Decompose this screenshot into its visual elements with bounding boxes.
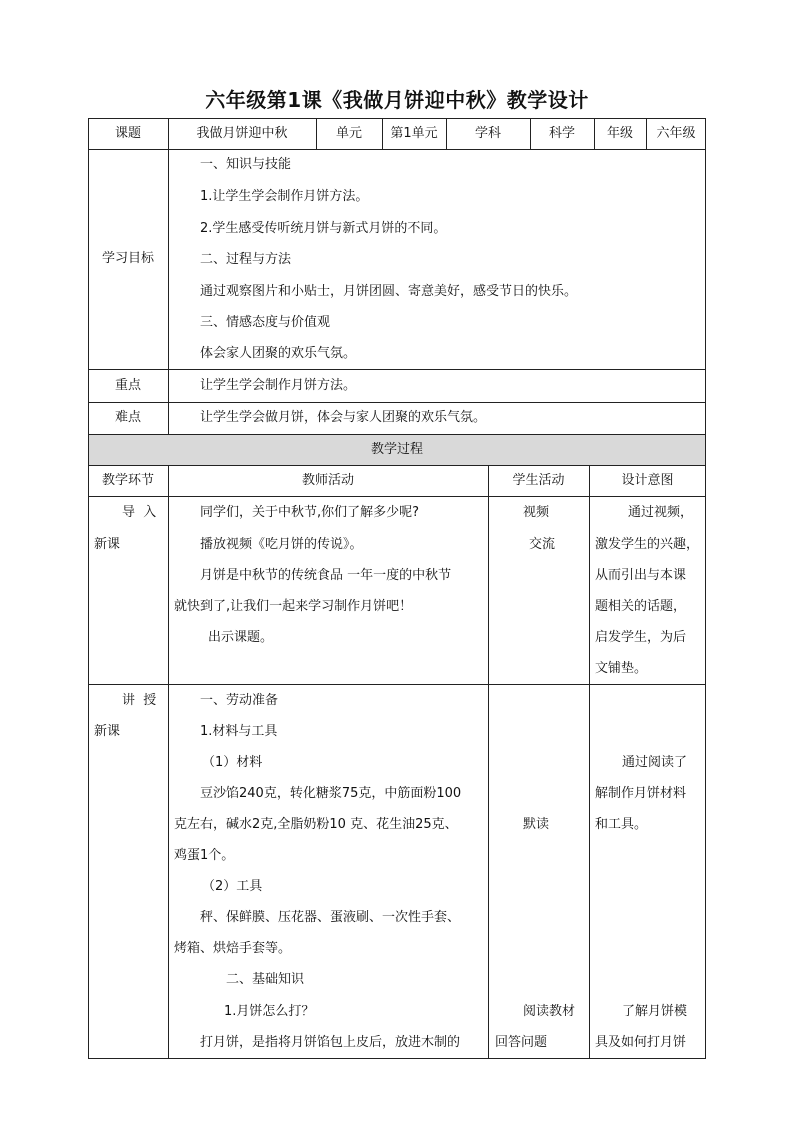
subject-value: 科学 (548, 125, 575, 141)
intro-teacher-line: 就快到了,让我们一起来学习制作月饼吧！ (174, 599, 413, 614)
process-header: 教学过程 (370, 441, 423, 457)
course-label: 课题 (114, 125, 141, 141)
lecture-intent-line: 通过阅读了 (622, 755, 688, 770)
intro-teacher-line: 月饼是中秋节的传统食品 一年一度的中秋节 (200, 568, 452, 583)
document-title: 六年级第1课《我做月饼迎中秋》教学设计 (205, 88, 589, 112)
col-line (168, 465, 169, 1059)
lecture-stage: 讲 授 (122, 693, 157, 708)
intro-teacher-line: 播放视频《吃月饼的传说》。 (200, 537, 363, 552)
col-line (168, 118, 169, 434)
difficulty-value: 让学生学会做月饼，体会与家人团聚的欢乐气氛。 (200, 410, 487, 425)
intro-intent-line: 文铺垫。 (595, 661, 648, 676)
col-line (589, 465, 590, 1059)
objective-line: 2.学生感受传听统月饼与新式月饼的不同。 (200, 221, 447, 236)
lecture-teacher-line: 1.月饼怎么打？ (224, 1004, 315, 1019)
lecture-stage: 新课 (94, 724, 121, 739)
objective-line: 1.让学生学会制作月饼方法。 (200, 189, 369, 204)
row-line (88, 369, 706, 370)
intro-intent-line: 题相关的话题， (595, 599, 687, 614)
intro-stage: 导 入 (122, 505, 157, 520)
lesson-plan-table (88, 118, 706, 1059)
lecture-teacher-line: 鸡蛋1个。 (174, 848, 235, 863)
row-line (88, 402, 706, 403)
intro-intent-line: 通过视频， (628, 505, 694, 520)
lecture-teacher-line: （1）材料 (202, 755, 263, 770)
difficulty-label: 难点 (114, 410, 141, 425)
objectives-label: 学习目标 (101, 251, 154, 266)
unit-value: 第1单元 (390, 125, 438, 141)
intro-teacher-line: 出示课题。 (208, 630, 274, 645)
lecture-intent-line: 解制作月饼材料 (595, 786, 687, 801)
row-line (88, 1058, 706, 1059)
lecture-teacher-line: 克左右，碱水2克,全脂奶粉10 克、花生油25克、 (174, 817, 458, 832)
col-line (705, 118, 706, 1059)
lecture-student-line: 默读 (523, 817, 550, 832)
objective-line: 通过观察图片和小贴士，月饼团圆、寄意美好，感受节日的快乐。 (200, 284, 578, 299)
lecture-teacher-line: 1.材料与工具 (200, 724, 278, 739)
intro-student-line: 视频 (523, 505, 550, 520)
lecture-teacher-line: 秤、保鲜膜、压花器、蛋液刷、一次性手套、 (200, 910, 461, 925)
objective-line: 体会家人团聚的欢乐气氛。 (200, 346, 357, 361)
course-value: 我做月饼迎中秋 (196, 125, 288, 141)
lecture-teacher-line: （2）工具 (202, 879, 263, 894)
lecture-teacher-line: 豆沙馅240克，转化糖浆75克，中筋面粉100 (200, 786, 462, 801)
intro-intent-line: 从而引出与本课 (595, 568, 687, 583)
objective-line: 一、知识与技能 (200, 157, 292, 172)
lecture-teacher-line: 打月饼，是指将月饼馅包上皮后，放进木制的 (200, 1035, 461, 1050)
col-header-intent: 设计意图 (621, 472, 674, 488)
intro-intent-line: 激发学生的兴趣， (595, 537, 700, 552)
col-header-stage: 教学环节 (101, 472, 154, 488)
lecture-teacher-line: 二、基础知识 (226, 972, 305, 987)
row-line (88, 496, 706, 497)
lecture-intent-line: 和工具。 (595, 817, 648, 832)
col-line (488, 465, 489, 1059)
intro-stage: 新课 (94, 537, 121, 552)
key-point-label: 重点 (114, 377, 141, 393)
row-line (88, 149, 706, 150)
objective-line: 二、过程与方法 (200, 252, 292, 267)
lecture-student-line: 阅读教材 (523, 1004, 576, 1019)
lecture-intent-line: 具及如何打月饼 (595, 1035, 687, 1050)
subject-label: 学科 (474, 125, 501, 141)
col-header-teacher: 教师活动 (301, 472, 354, 488)
lecture-intent-line: 了解月饼模 (622, 1004, 688, 1019)
unit-label: 单元 (335, 125, 362, 141)
intro-intent-line: 启发学生，为后 (595, 630, 687, 645)
col-header-student: 学生活动 (512, 472, 565, 488)
grade-label: 年级 (606, 125, 633, 141)
grade-value: 六年级 (656, 125, 696, 141)
row-line (88, 684, 706, 685)
objective-line: 三、情感态度与价值观 (200, 315, 331, 330)
intro-teacher-line: 同学们，关于中秋节,你们了解多少呢? (200, 505, 420, 520)
lecture-teacher-line: 烤箱、烘焙手套等。 (174, 941, 292, 956)
intro-student-line: 交流 (529, 537, 556, 552)
lecture-student-line: 回答问题 (495, 1035, 548, 1050)
lecture-teacher-line: 一、劳动准备 (200, 693, 279, 708)
key-point-value: 让学生学会制作月饼方法。 (200, 378, 357, 393)
